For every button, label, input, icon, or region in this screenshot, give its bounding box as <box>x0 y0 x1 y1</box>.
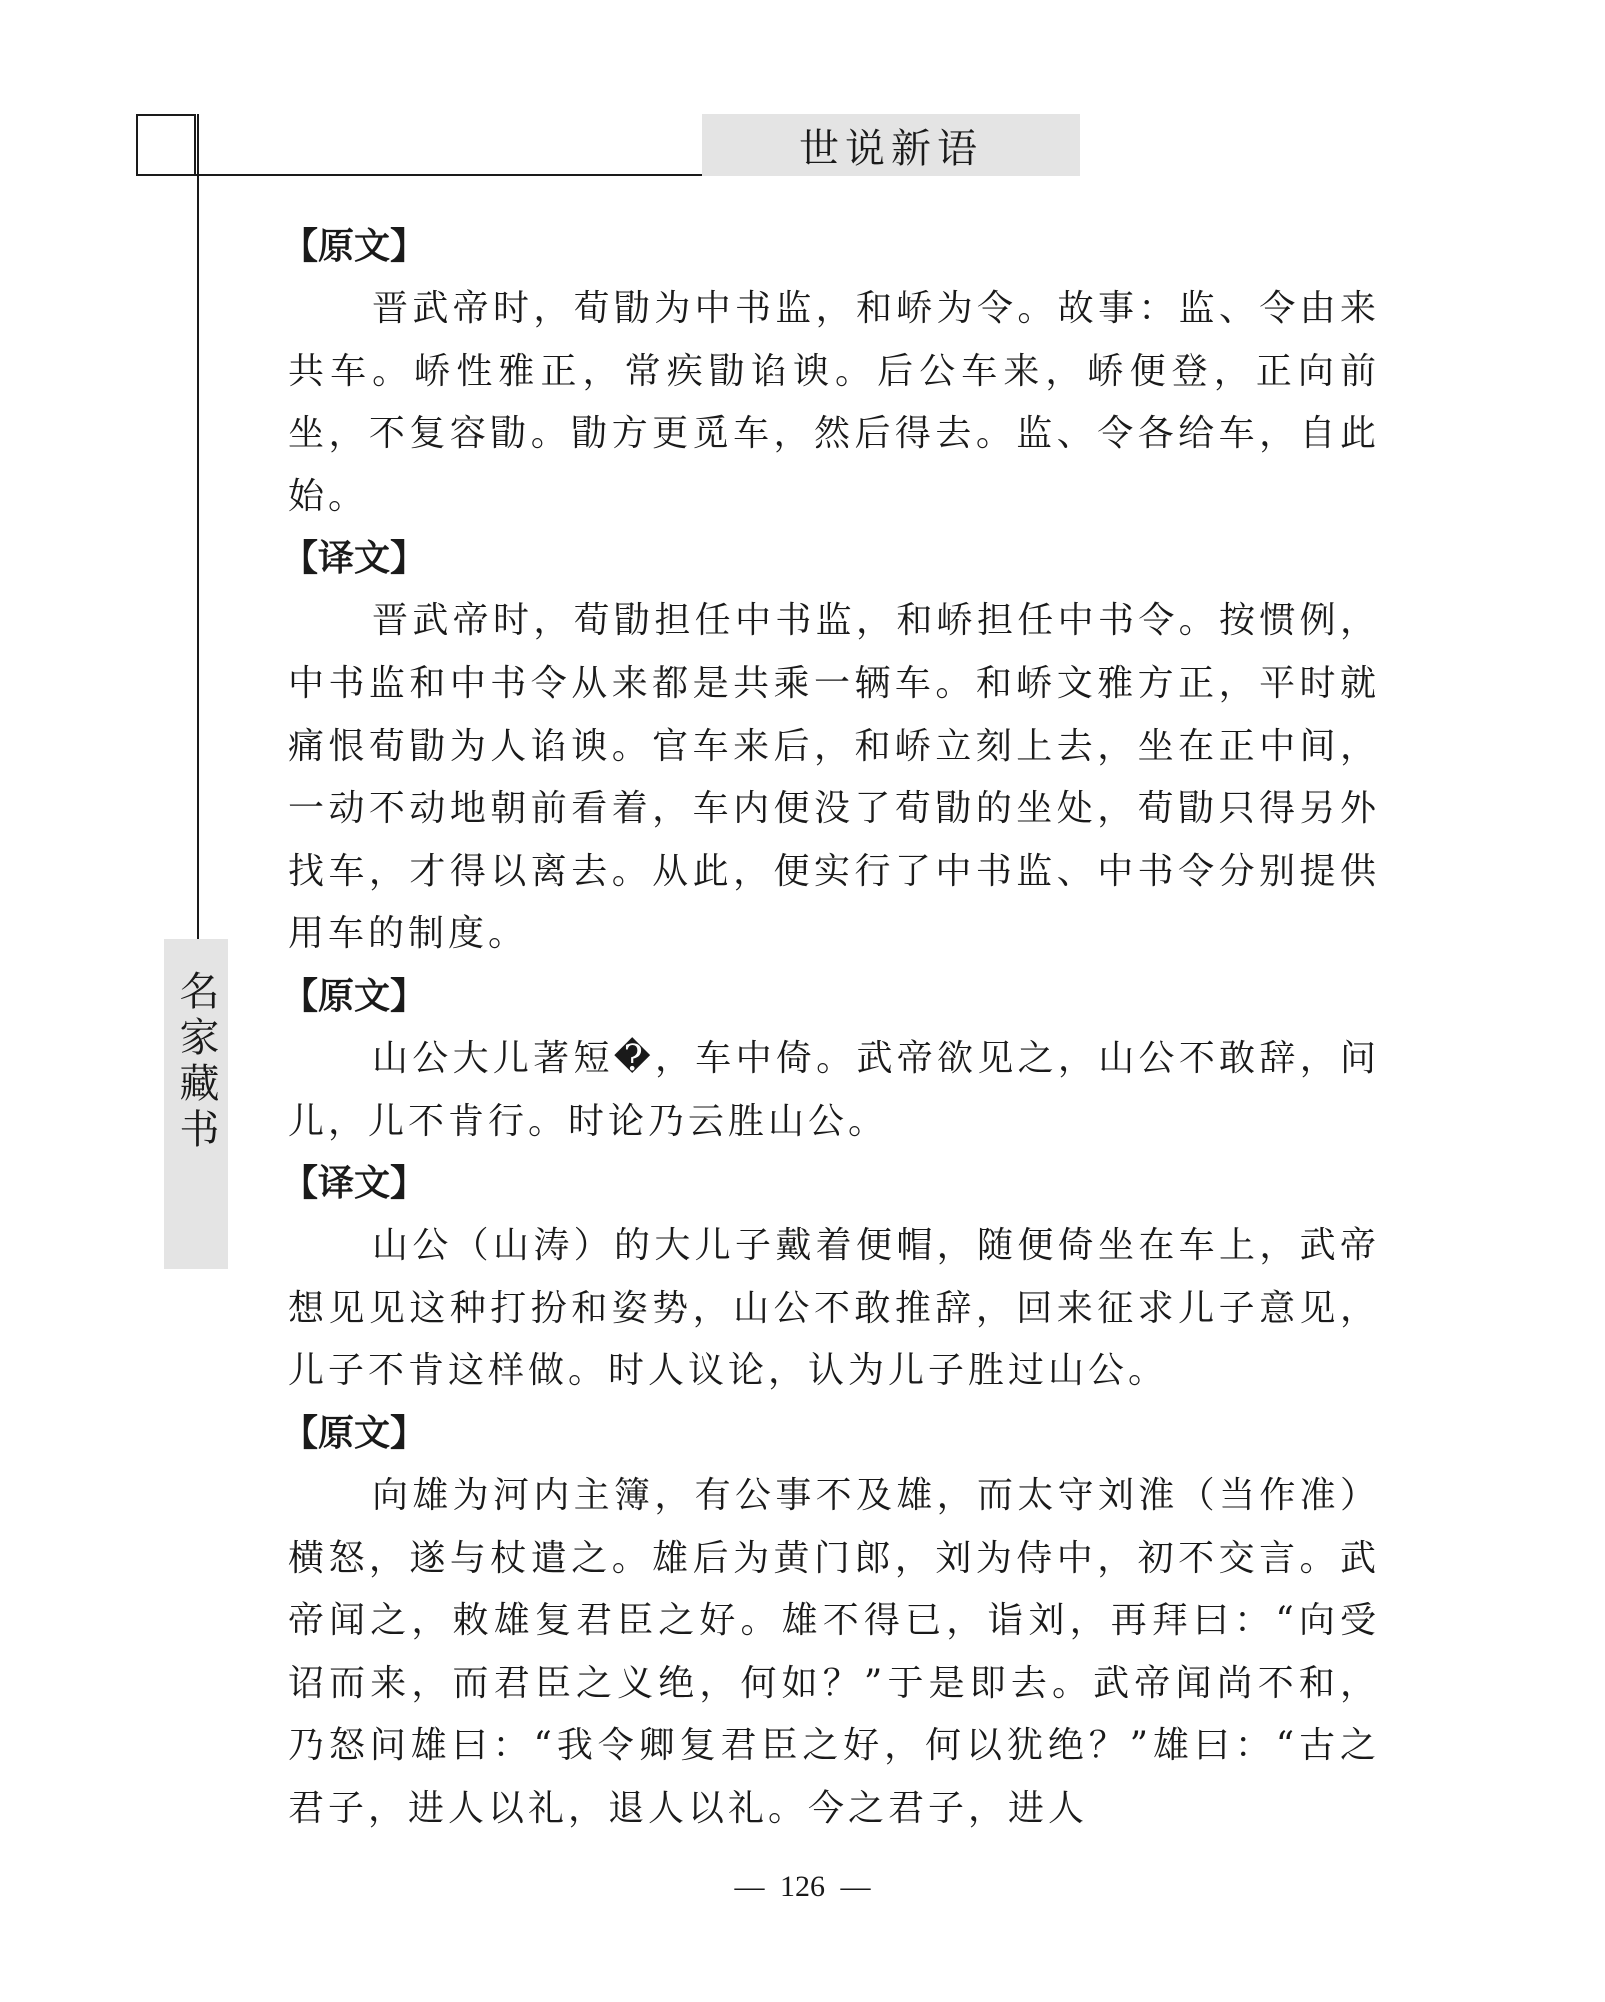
page-number: — 126 — <box>734 1870 871 1903</box>
section-text-translation: 晋武帝时，荀勖担任中书监，和峤担任中书令。按惯例，中书监和中书令从来都是共乘一辆车。和峤文雅方正，平时就痛恨荀勖为人谄谀。官车来后，和峤立刻上去，坐在正中间，一动不动地朝前看着，车内便没了荀勖的坐处，荀勖只得另外找车，才得以离去。从此，便实行了中书监、中书令分别提供用车的制度。 <box>288 600 1380 955</box>
section-label-original: 【原文】 <box>282 226 427 267</box>
book-title: 世说新语 <box>702 114 1080 176</box>
section-label-original: 【原文】 <box>282 1412 427 1454</box>
section-text-original: 向雄为河内主簿，有公事不及雄，而太守刘淮（当作准）横怒，遂与杖遣之。雄后为黄门郎，刘为侍中，初不交言。武帝闻之，敕雄复君臣之好。雄不得已，诣刘，再拜曰：“向受诏而来，而君臣之义绝，何如？”于是即去。武帝闻尚不和，乃怒问雄曰：“我令卿复君臣之好，何以犹绝？”雄曰：“古之君子，进人以礼，退人以礼。今之君子，进人 <box>288 1474 1380 1829</box>
section-label-original: 【原文】 <box>282 975 427 1017</box>
margin-vertical-rule <box>197 114 199 939</box>
section-text-original: 山公大儿著短�，车中倚。武帝欲见之，山公不敢辞，问儿，儿不肯行。时论乃云胜山公。 <box>288 1037 1380 1142</box>
side-tab-label: 名家藏书 <box>173 970 219 1154</box>
page-content <box>282 216 1380 1840</box>
section-text-translation: 山公（山涛）的大儿子戴着便帽，随便倚坐在车上，武帝想见见这种打扮和姿势，山公不敢推辞，回来征求儿子意见，儿子不肯这样做。时人议论，认为儿子胜过山公。 <box>288 1225 1380 1392</box>
section-text-original: 晋武帝时，荀勖为中书监，和峤为令。故事：监、令由来共车。峤性雅正，常疾勖谄谀。后公车来，峤便登，正向前坐，不复容勖。勖方更觅车，然后得去。监、令各给车，自此始。 <box>288 288 1380 517</box>
section-label-translation: 【译文】 <box>282 1163 427 1205</box>
section-label-translation: 【译文】 <box>282 538 427 580</box>
header-corner-box <box>136 114 196 176</box>
header-rule <box>136 174 702 176</box>
